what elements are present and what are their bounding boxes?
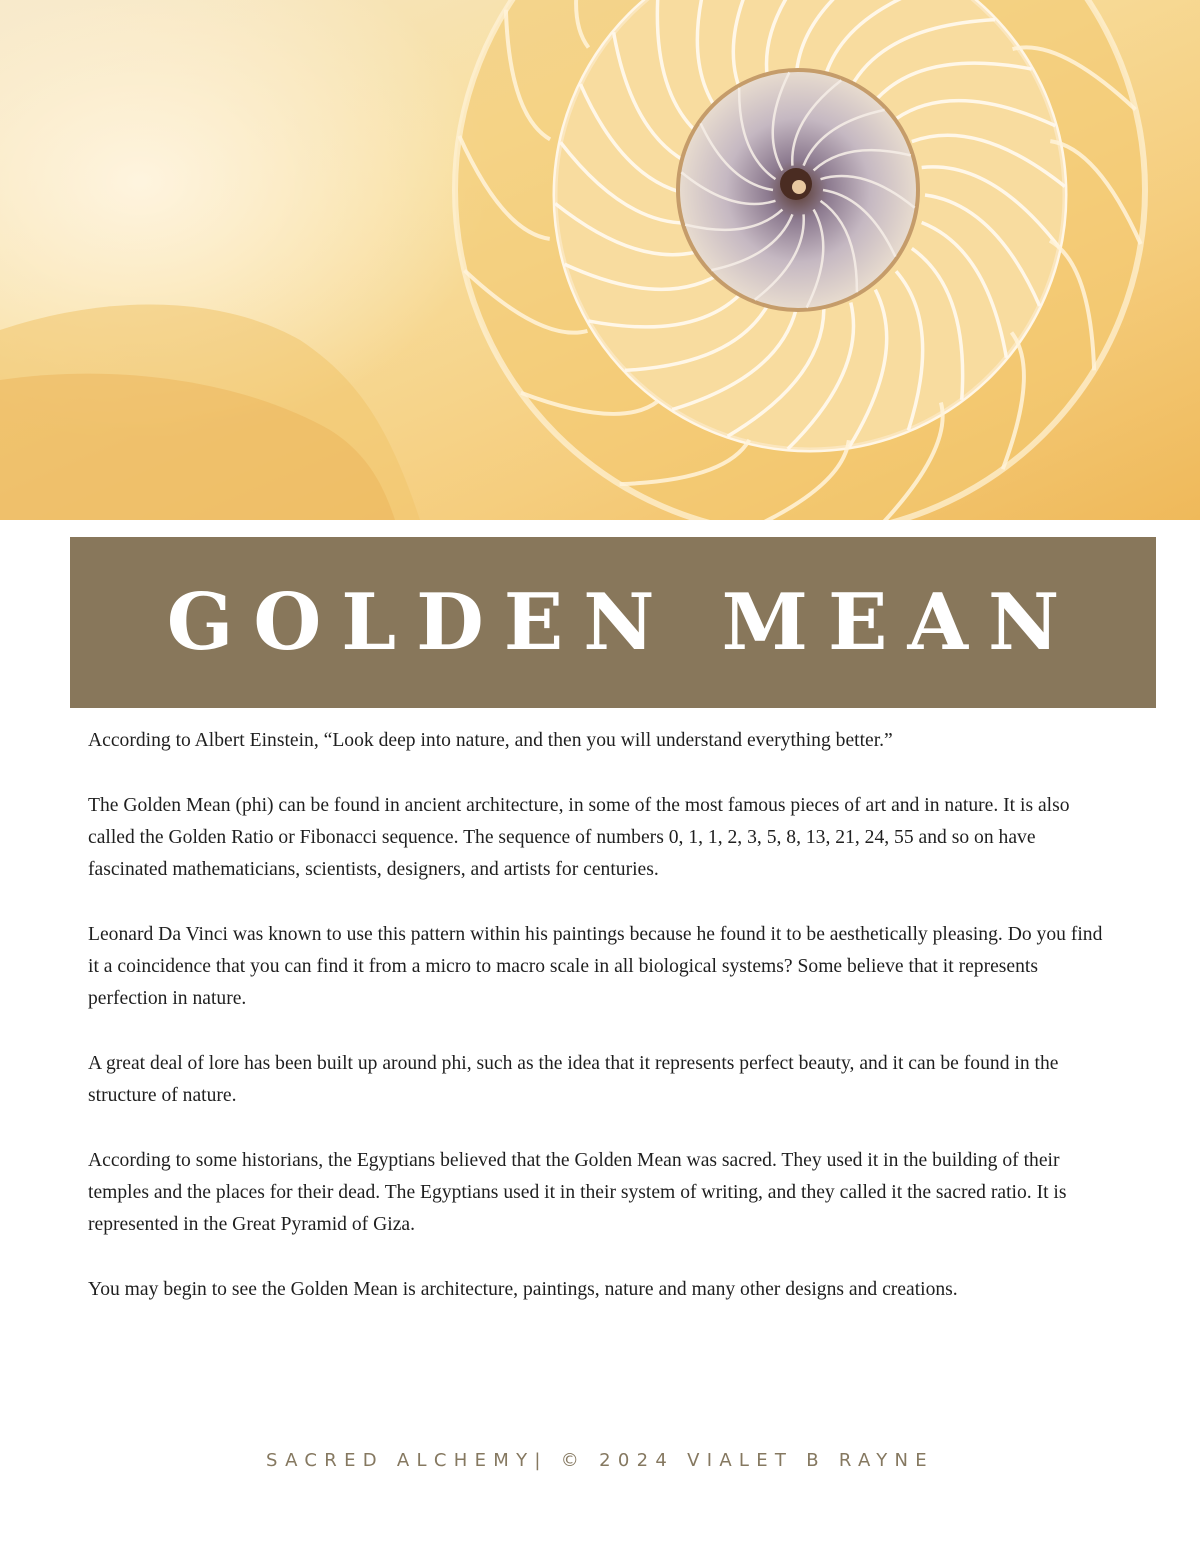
nautilus-shell-image — [0, 0, 1200, 520]
paragraph: According to some historians, the Egyptians believed that the Golden Mean was sacred. They used it in the building of their temples and the places for their dead. The Egyptians used it in their system of writing, and they called it the sacred ratio. It is represented in the Great Pyramid of Giza. — [88, 1149, 1067, 1236]
page-title: GOLDEN MEAN — [166, 577, 1080, 668]
title-band — [70, 537, 1156, 708]
paragraph: The Golden Mean (phi) can be found in ancient architecture, in some of the most famous pieces of art and in nature. It is also called the Golden Ratio or Fibonacci sequence. The sequence of numbers 0, 1, 1, 2, 3, 5, 8, 13, 21, 24, 55 and so on have fascinated mathematicians, scientists, designers, and artists for centuries. — [88, 794, 1070, 881]
paragraph: Leonard Da Vinci was known to use this pattern within his paintings because he found it to be aesthetically pleasing. Do you find it a coincidence that you can find it from a micro to macro scale in all biological systems? Some believe that it represents perfection in nature. — [88, 923, 1103, 1010]
article-body — [88, 725, 1112, 1339]
paragraph: You may begin to see the Golden Mean is architecture, paintings, nature and many other designs and creations. — [88, 1279, 958, 1301]
footer-credit: SACRED ALCHEMY| © 2024 VIALET B RAYNE — [266, 1450, 934, 1471]
paragraph: A great deal of lore has been built up around phi, such as the idea that it represents perfect beauty, and it can be found in the structure of nature. — [88, 1052, 1059, 1107]
hero-image — [0, 0, 1200, 520]
paragraph: According to Albert Einstein, “Look deep into nature, and then you will understand everything better.” — [88, 730, 893, 751]
